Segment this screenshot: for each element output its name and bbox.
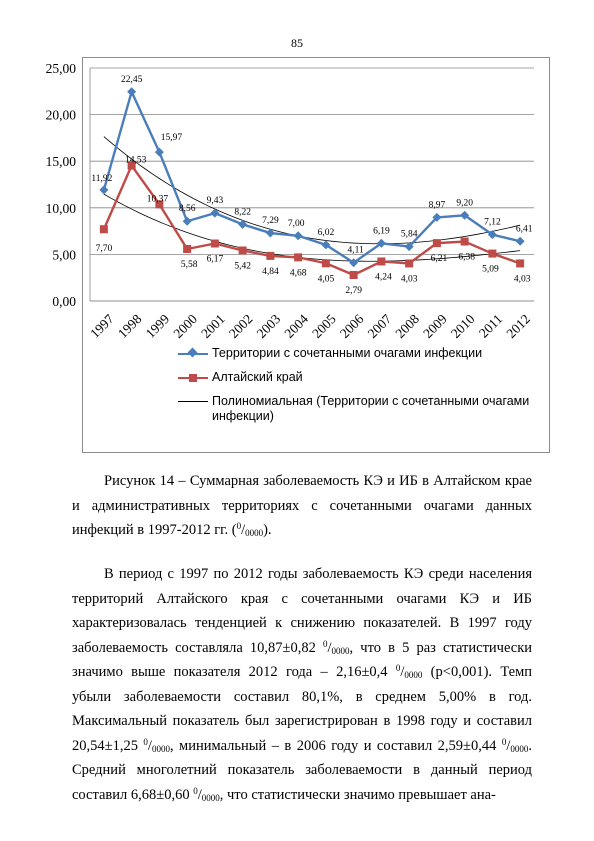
data-label-altai: 5,09 [482,264,499,275]
data-label-altai: 14,53 [124,155,147,166]
legend-square-marker [189,374,197,382]
series-line-territories [104,92,520,263]
body-text-2: , что в 5 раз статистически значимо выше показателя 2012 года – 2,16±0,4 [72,639,532,680]
data-label-territories: 9,20 [456,198,473,209]
legend-label-trend: Полиномиальная (Территории с сочетанными очагами инфекции) [212,394,530,423]
x-tick-label: 2012 [503,311,534,341]
y-tick-label: 5,00 [52,247,76,263]
caption-slash: / [241,522,246,538]
data-label-territories: 8,56 [178,204,196,215]
unit-sup: 0 [323,638,328,649]
unit-sub: 0000 [201,792,220,803]
legend-key-altai [178,370,208,385]
data-label-altai: 4,24 [375,272,392,283]
data-label-altai: 6,17 [206,254,224,265]
body-text-3: (p<0,001). Темп убыли заболеваемости составил 80,1%, в среднем 5,00% в год. Максимальный показатель был зарегистрирован в 1998 году и составил 20,54±1,25 [72,664,533,754]
point-altai [266,252,274,260]
data-label-altai: 6,38 [458,252,475,263]
data-label-altai: 2,79 [345,285,362,296]
data-label-altai: 4,84 [262,266,279,277]
data-label-territories: 4,11 [347,245,364,256]
point-altai [294,253,302,261]
data-label-altai: 4,03 [513,274,531,285]
point-altai [183,245,191,253]
data-label-territories: 6,19 [373,226,390,237]
data-label-territories: 11,92 [91,173,113,184]
y-tick-label: 20,00 [45,107,76,123]
x-tick-label: 2006 [336,311,367,341]
data-label-territories: 15,97 [160,133,183,144]
point-altai [350,271,358,279]
body-paragraph [72,562,532,807]
y-tick-label: 25,00 [45,61,76,76]
unit-sub: 0000 [151,743,170,754]
y-tick-label: 10,00 [45,200,76,216]
data-label-altai: 4,68 [289,268,307,279]
unit-sub: 0000 [331,645,350,656]
figure-caption [72,469,532,543]
legend-item-territories [178,346,548,361]
point-altai [239,246,247,254]
data-label-territories: 7,29 [262,216,279,227]
data-label-territories: 9,43 [206,196,224,207]
body-text-1: В период с 1997 по 2012 годы заболеваемость КЭ среди населения территорий Алтайского края с сочетанными очагами КЭ и ИБ характеризовалась тенденцией к снижению показателей. В 1997 году заболеваемость составляла 10,87±0,82 [72,566,532,656]
chart-legend [178,346,548,433]
point-altai [516,259,524,267]
data-label-territories: 7,00 [287,218,305,229]
legend-key-trend [178,394,208,409]
x-tick-label: 1999 [142,311,173,341]
data-label-territories: 8,97 [428,200,446,211]
point-altai [100,225,108,233]
data-label-altai: 5,58 [180,259,198,270]
x-tick-label: 2008 [392,311,423,341]
legend-label-territories: Территории с сочетанными очагами инфекции [212,346,483,360]
unit-sup: 0 [395,663,401,673]
legend-label-altai: Алтайский край [212,370,303,384]
caption-sub: 0000 [245,528,264,538]
y-tick-label: 15,00 [45,154,76,170]
unit-sup: 0 [501,736,507,747]
point-territories [210,209,219,218]
page-number: 85 [291,36,303,50]
caption-text: Рисунок 14 – Суммарная заболеваемость КЭ и ИБ в Алтайском крае и административных территориях с сочетанными очагами данных инфекций в 1997-2012 гг. ( [72,473,532,538]
data-label-territories: 7,12 [484,217,501,228]
point-altai [211,239,219,247]
point-territories [183,217,192,226]
x-tick-label: 2000 [170,311,201,341]
x-tick-label: 2002 [225,311,256,341]
x-tick-label: 1998 [114,311,145,341]
unit-slash: / [197,786,202,803]
unit-sup: 0 [143,736,148,747]
data-label-altai: 6,21 [430,254,448,265]
point-altai [405,259,413,267]
point-altai [322,259,330,267]
legend-thin-line [178,401,208,402]
point-territories [127,87,136,96]
x-tick-label: 2005 [309,311,339,341]
legend-item-trend [178,394,548,424]
unit-slash: / [147,737,152,754]
unit-sup: 0 [193,785,198,796]
unit-sub: 0000 [510,743,529,754]
data-label-territories: 8,22 [234,207,251,218]
data-label-altai: 10,37 [146,194,169,205]
data-label-altai: 4,05 [317,274,335,285]
unit-slash: / [400,664,405,680]
body-text-4: , минимальный – в 2006 году и составил 2,59±0,44 [169,737,502,754]
data-label-territories: 22,45 [120,74,143,85]
data-label-territories: 6,02 [317,227,335,238]
point-altai [488,250,496,258]
unit-sub: 0000 [404,670,423,680]
data-label-altai: 7,70 [95,244,113,255]
caption-suffix: ). [263,522,272,538]
point-altai [377,257,385,265]
data-label-altai: 4,03 [400,274,418,285]
legend-item-altai [178,370,548,385]
legend-key-territories [178,346,208,361]
data-label-altai: 5,42 [234,261,251,272]
point-territories [294,231,303,240]
body-text-5: . Средний многолетний показатель заболеваемости в данный период составил 6,68±0,60 [72,737,532,803]
point-territories [155,148,164,157]
unit-slash: / [506,737,511,754]
x-tick-label: 2003 [253,311,284,341]
trend-line-0 [104,137,520,244]
x-tick-label: 1997 [87,311,117,341]
data-label-territories: 6,41 [515,224,533,235]
x-tick-label: 2004 [281,311,312,341]
caption-sup: 0 [236,521,242,531]
point-territories [516,237,525,246]
x-tick-label: 2001 [198,311,228,341]
y-tick-label: 0,00 [52,294,76,309]
x-tick-label: 2010 [447,311,478,341]
point-altai [433,239,441,247]
point-territories [99,185,108,194]
x-tick-label: 2009 [420,311,450,341]
x-tick-label: 2007 [364,311,395,341]
unit-slash: / [327,639,332,656]
legend-diamond-marker [188,348,198,358]
x-tick-label: 2011 [475,311,506,341]
body-text-6: , что статистически значимо превышает ана- [219,786,496,803]
point-altai [461,238,469,246]
data-label-territories: 5,84 [400,229,418,240]
